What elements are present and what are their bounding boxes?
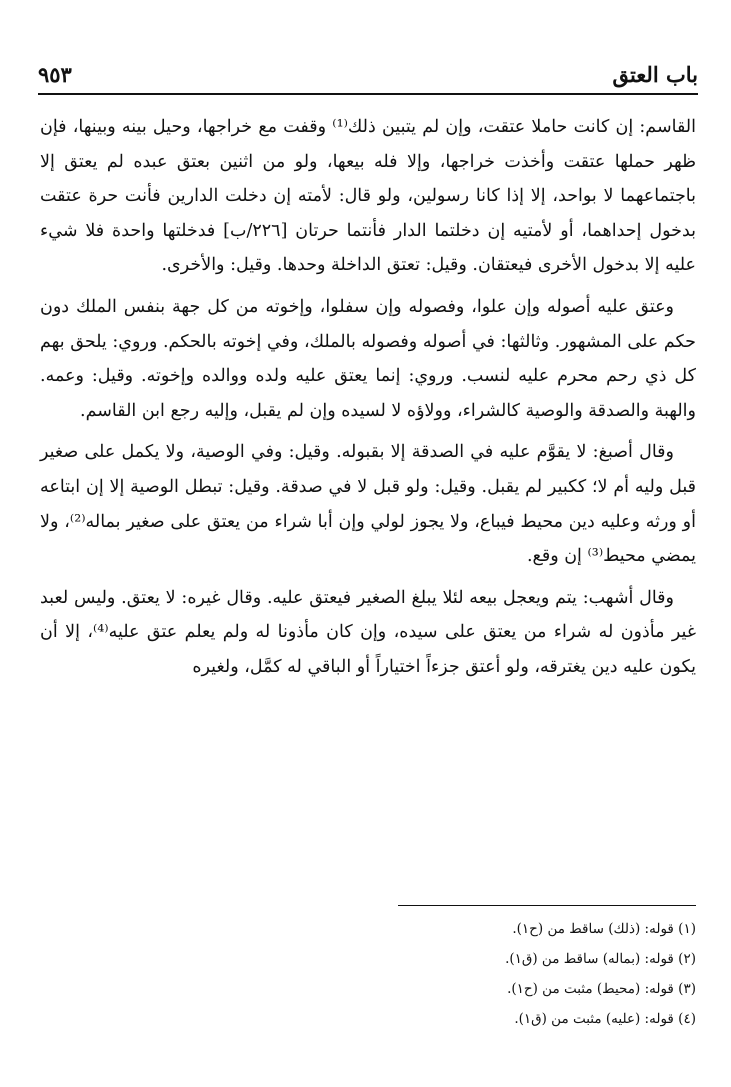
- paragraph-2: وعتق عليه أصوله وإن علوا، وفصوله وإن سفلوا، وإخوته من كل جهة بنفس الملك دون حكم على المشهور. وثالثها: في أصوله وفصوله بالملك، وفي إخوته بالحكم. وروي: يلحق بهم كل ذي رحم محرم عليه لنسب. وروي: إنما يعتق عليه ولده ووالده وإخوته. وقيل: وعمه. والهبة والصدقة والوصية كالشراء، وولاؤه لا لسيده وإن لم يقبل، وإليه رجع ابن القاسم.: [40, 296, 696, 421]
- header-divider: [38, 93, 698, 95]
- chapter-title: باب العتق: [612, 62, 698, 87]
- paragraph-1: القاسم: إن كانت حاملا عتقت، وإن لم يتبين ذلك⁽¹⁾ وقفت مع خراجها، وحيل بينه وبينها، فإن ظهر حملها عتقت وأخذت خراجها، وإلا فله بيعها، ولو من اثنين بعتق عبده لم يعتق إلا باجتماعهما لا بواحد، إلا إذا كانا رسولين، ولو قال: لأمته إن دخلت الدارين فأنت حرة عتقت بدخول إحداهما، أو لأمتيه إن دخلتما الدار فأنتما حرتان [٢٢٦/ب] فدخلتها واحدة فلا شيء عليه إلا بدخول الأخرى فيعتقان. وقيل: تعتق الداخلة وحدها. وقيل: والأخرى.: [40, 117, 697, 276]
- footnote-4: (٤) قوله: (عليه) مثبت من (ق١).: [514, 1011, 696, 1027]
- footnotes: [300, 914, 696, 1034]
- paragraph-4: وقال أشهب: يتم ويعجل بيعه لئلا يبلغ الصغير فيعتق عليه. وقال غيره: لا يعتق. وليس لعبد غير مأذون له شراء من يعتق على سيده، وإن كان مأذونا له ولم يعلم عتق عليه⁽⁴⁾، إلا أن يكون عليه دين يغترقه، ولو أعتق جزءاً اختياراً أو الباقي له كمَّل، ولغيره: [40, 587, 696, 677]
- footnote-2: (٢) قوله: (بماله) ساقط من (ق١).: [505, 951, 696, 967]
- page-header: [38, 56, 698, 92]
- footnote-3: (٣) قوله: (محيط) مثبت من (ح١).: [507, 981, 696, 997]
- footnote-1: (١) قوله: (ذلك) ساقط من (ح١).: [512, 921, 696, 937]
- paragraph-3: وقال أصبغ: لا يقوَّم عليه في الصدقة إلا بقبوله. وقيل: وفي الوصية، ولا يكمل على صغير قبل وليه أم لا؛ ككبير لم يقبل. وقيل: ولو قبل لا في صدقة. وقيل: تبطل الوصية إلا إن ابتاعه أو ورثه وعليه دين محيط فيباع، ولا يجوز لولي وإن أبا شراء من يعتق على صغير بماله⁽²⁾، ولا يمضي محيط⁽³⁾ إن وقع.: [40, 442, 696, 567]
- page-number: ٩٥٣: [38, 62, 72, 87]
- footnote-divider: [398, 905, 696, 906]
- main-text: [40, 110, 696, 692]
